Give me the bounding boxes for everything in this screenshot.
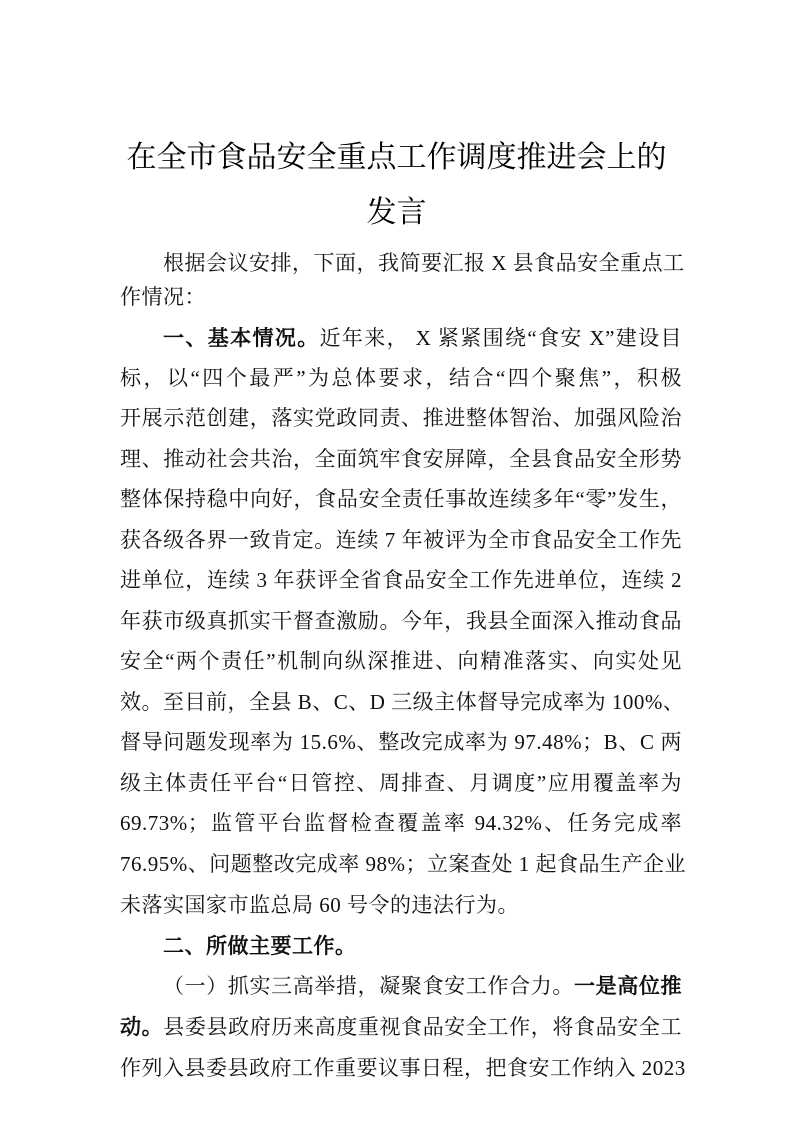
text-line: [120, 283, 682, 311]
body-text: 近年来， X 紧紧围绕“食安 X”建设目: [319, 326, 682, 350]
text-line: [120, 728, 682, 756]
text-line: [120, 647, 682, 675]
body-text: 作情况：: [120, 285, 206, 309]
body-text: 督导问题发现率为 15.6%、整改完成率为 97.48%；B、C 两: [120, 730, 682, 754]
body-text: 进单位，连续 3 年获评全省食品安全工作先进单位，连续 2: [120, 568, 682, 592]
text-line: [163, 249, 685, 277]
body-text: 县委县政府历来高度重视食品安全工作，将食品安全工: [163, 1015, 683, 1039]
body-text: 获各级各界一致肯定。连续 7 年被评为全市食品安全工作先: [120, 528, 682, 552]
text-line: [120, 688, 685, 716]
text-line: [120, 769, 682, 797]
body-text: 作列入县委县政府工作重要议事日程，把食安工作纳入 2023: [120, 1056, 686, 1080]
bold-heading-text: 一是高位推: [573, 974, 683, 998]
body-text: 整体保持稳中向好，食品安全责任事故连续多年“零”发生，: [120, 487, 682, 511]
text-line: [120, 809, 682, 837]
text-line: [163, 972, 682, 1000]
bold-heading-text: 一、基本情况。: [163, 326, 320, 350]
bold-heading-text: 动。: [120, 1015, 164, 1039]
body-text: 根据会议安排，下面，我简要汇报 X 县食品安全重点工: [163, 251, 685, 275]
bold-heading-text: 二、所做主要工作。: [163, 934, 357, 958]
text-line: [120, 1013, 682, 1041]
body-text: （一）抓实三高举措，凝聚食安工作合力。: [163, 974, 574, 998]
document-title-line-2: 发言: [366, 195, 427, 230]
text-line: [120, 526, 682, 554]
text-line: [120, 404, 682, 432]
body-text: 效。至目前，全县 B、C、D 三级主体督导完成率为 100%、: [120, 690, 685, 714]
body-text: 安全“两个责任”机制向纵深推进、向精准落实、向实处见: [120, 649, 682, 673]
text-line: [120, 364, 682, 392]
body-text: 级主体责任平台“日管控、周排查、月调度”应用覆盖率为: [120, 771, 682, 795]
body-text: 标，以“四个最严”为总体要求，结合“四个聚焦”，积极: [120, 366, 682, 390]
body-text: 开展示范创建，落实党政同责、推进整体智治、加强风险治: [120, 406, 682, 430]
text-line: [120, 850, 686, 878]
body-text: 未落实国家市监总局 60 号令的违法行为。: [120, 893, 519, 917]
text-line: [120, 445, 682, 473]
document-title-line-1: 在全市食品安全重点工作调度推进会上的: [126, 140, 667, 175]
text-line: [163, 932, 682, 960]
body-text: 76.95%、问题整改完成率 98%；立案查处 1 起食品生产企业: [120, 852, 686, 876]
text-line: [120, 485, 682, 513]
text-line: [120, 607, 682, 635]
text-line: [120, 566, 682, 594]
text-line: [120, 1054, 686, 1082]
text-line: [120, 891, 682, 919]
body-text: 理、推动社会共治，全面筑牢食安屏障，全县食品安全形势: [120, 447, 682, 471]
text-line: [163, 324, 682, 352]
body-text: 年获市级真抓实干督查激励。今年，我县全面深入推动食品: [120, 609, 682, 633]
body-text: 69.73%；监管平台监督检查覆盖率 94.32%、任务完成率: [120, 811, 682, 835]
